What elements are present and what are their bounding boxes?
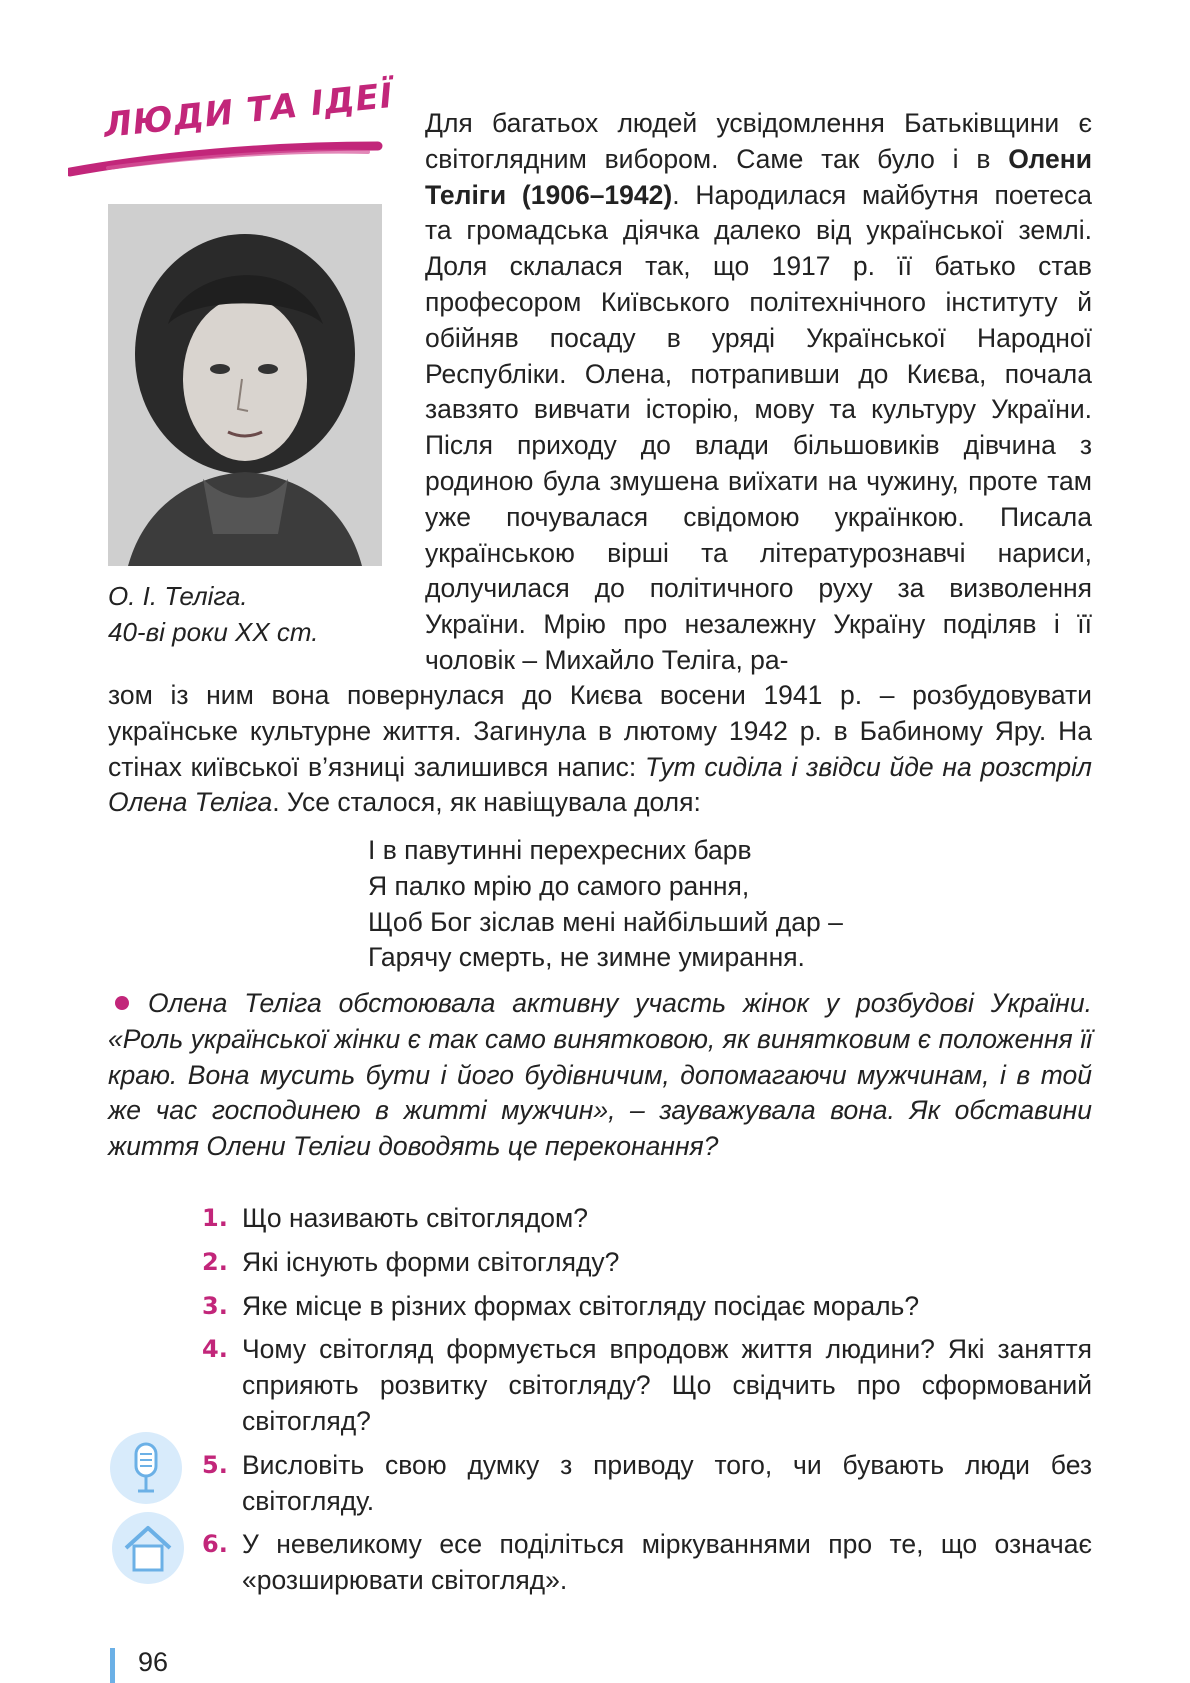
poem-line: І в павутинні перехресних барв bbox=[368, 835, 752, 865]
cont-text: зом із ним вона повернулася до Києва восени 1941 р. – розбудовувати українське культурне життя. Загинула в лютому 1942 р. в Бабиному Яру. На стінах київської в’язниці залишився напис: bbox=[108, 680, 1092, 782]
poem-line: Гарячу смерть, не зимне умирання. bbox=[368, 942, 805, 973]
question-number: 4. bbox=[202, 1335, 228, 1364]
page-number: 96 bbox=[138, 1647, 169, 1677]
intro-paragraph bbox=[425, 106, 1092, 679]
question-item bbox=[200, 1332, 1092, 1439]
question-text: Висловіть свою думку з приводу того, чи бувають люди без світогляду. bbox=[242, 1449, 1092, 1516]
question-number: 3. bbox=[202, 1291, 228, 1320]
questions-list bbox=[200, 1201, 1092, 1607]
question-text: Яке місце в різних формах світогляду посідає мораль? bbox=[242, 1290, 920, 1321]
portrait-illustration bbox=[108, 204, 382, 566]
question-item bbox=[200, 1289, 1092, 1325]
intro-bold-name: Олени Теліги (1906–1942) bbox=[425, 143, 1092, 210]
cont-italic-quote: Тут сиділа і звідси йде на розстріл Олена Теліга bbox=[108, 751, 1092, 818]
question-item bbox=[200, 1527, 1092, 1599]
house-icon bbox=[112, 1512, 184, 1584]
question-text: Що називають світоглядом? bbox=[242, 1203, 588, 1233]
section-title bbox=[68, 75, 396, 180]
question-item bbox=[200, 1448, 1092, 1520]
poem-line: Я палко мрію до самого рання, bbox=[368, 870, 750, 901]
section-title-text: ЛЮДИ ТА ІДЕЇ bbox=[101, 75, 396, 146]
task-paragraph: Олена Теліга обстоювала активну участь жінок у розбудові України. «Роль української жінки є так само винятковою, як винятковим є положення її краю. Вона мусить бути і його будівничим, допомагаючи мужчинам, і в той же час господинею в житті мужчин», – зауважувала вона. Як обставини життя Олени Теліги доводять це переконання? bbox=[108, 988, 1092, 1162]
brush-stroke-underline bbox=[68, 130, 388, 180]
poem-line: Щоб Бог зіслав мені найбільший дар – bbox=[368, 906, 843, 937]
microphone-icon bbox=[110, 1432, 182, 1504]
portrait-photo bbox=[108, 204, 382, 566]
question-number: 2. bbox=[202, 1247, 228, 1276]
intro-text: . Народилася майбутня поетеса та громадська діячка далеко від української землі. Доля склалася так, що 1917 р. її батько став професором Київського політехнічного інституту й обійняв посаду в уряді Української Народної Республіки. Олена, потрапивши до Києва, почала завзято вивчати історію, мову та культуру України. Після приходу до влади більшовиків дівчина з родиною була змушена виїхати на чужину, проте там уже почувалася свідомою українкою. Писала українською вірші та літературознавчі нариси, долучилася до політичного руху за визволення України. Мрію про незалежну Україну поділяв і її чоловік – Михайло Теліга, ра- bbox=[425, 179, 1092, 675]
question-number: 5. bbox=[202, 1450, 228, 1479]
poem bbox=[368, 833, 928, 976]
question-number: 1. bbox=[202, 1204, 228, 1232]
question-item bbox=[200, 1245, 1092, 1281]
cont-text: . Усе сталося, як навіщувала доля: bbox=[272, 787, 701, 818]
question-text: Чому світогляд формується впродовж життя людини? Які заняття сприяють розвитку світогляду? Що свідчить про сформований світогляд? bbox=[242, 1334, 1092, 1436]
question-number: 6. bbox=[202, 1530, 228, 1559]
question-item bbox=[200, 1201, 1092, 1237]
caption-line: О. І. Теліга. bbox=[108, 581, 248, 611]
intro-text: Для багатьох людей усвідомлення Батьківщини є світоглядним вибором. Саме так було і в bbox=[425, 108, 1092, 174]
continuation-paragraph bbox=[108, 678, 1092, 821]
caption-line: 40-ві роки XX ст. bbox=[108, 617, 319, 647]
question-text: У невеликому есе поділіться міркуваннями про те, що означає «розширювати світогляд». bbox=[242, 1529, 1092, 1596]
question-text: Які існують форми світогляду? bbox=[242, 1246, 620, 1277]
page-number-bar bbox=[110, 1648, 115, 1683]
photo-caption bbox=[108, 578, 388, 650]
